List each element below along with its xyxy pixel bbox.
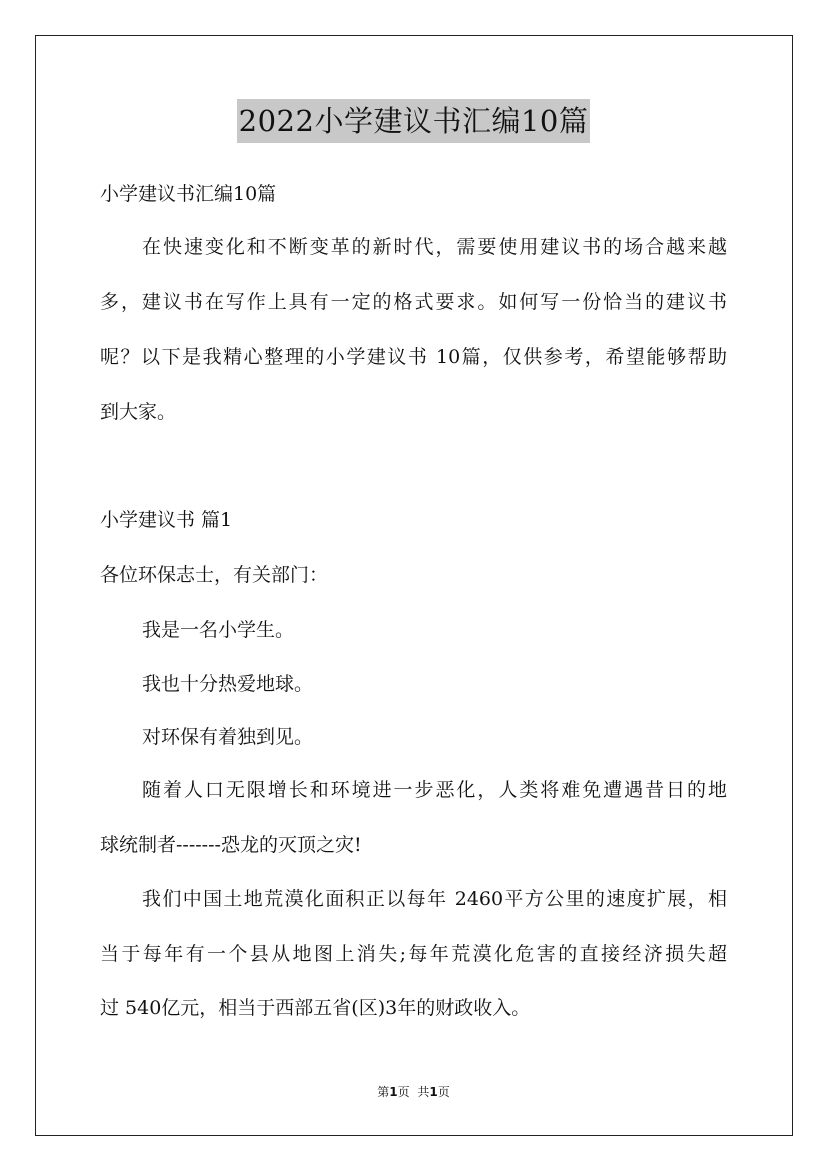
paragraph-4-line-1: 随着人口无限增长和环境进一步恶化，人类将难免遭遇昔日的地 bbox=[142, 779, 727, 801]
footer-page-prefix: 第 bbox=[377, 1085, 390, 1099]
paragraph-1: 我是一名小学生。 bbox=[142, 619, 295, 641]
document-title: 2022小学建议书汇编10篇 bbox=[237, 99, 591, 143]
salutation: 各位环保志士，有关部门： bbox=[100, 564, 329, 586]
section-heading: 小学建议书 篇1 bbox=[100, 509, 233, 531]
intro-line-4: 到大家。 bbox=[100, 401, 177, 423]
paragraph-5-line-2: 当于每年有一个县从地图上消失;每年荒漠化危害的直接经济损失超 bbox=[100, 943, 727, 965]
document-subtitle: 小学建议书汇编10篇 bbox=[100, 183, 277, 205]
page-footer bbox=[0, 1084, 827, 1100]
footer-page-number: 1 bbox=[389, 1085, 398, 1099]
intro-line-1: 在快速变化和不断变革的新时代，需要使用建议书的场合越来越 bbox=[142, 236, 727, 258]
paragraph-4-line-2: 球统制者-------恐龙的灭顶之灾! bbox=[100, 834, 362, 856]
paragraph-3: 对环保有着独到见。 bbox=[142, 726, 314, 748]
paragraph-5-line-1: 我们中国土地荒漠化面积正以每年 2460平方公里的速度扩展，相 bbox=[142, 888, 727, 910]
footer-total-suffix: 页 bbox=[437, 1085, 450, 1099]
footer-total-pages: 1 bbox=[429, 1085, 438, 1099]
footer-page-suffix: 页 bbox=[397, 1085, 410, 1099]
title-container bbox=[0, 99, 827, 143]
intro-line-2: 多，建议书在写作上具有一定的格式要求。如何写一份恰当的建议书 bbox=[100, 291, 727, 313]
paragraph-2: 我也十分热爱地球。 bbox=[142, 673, 314, 695]
footer-total-prefix: 共 bbox=[417, 1085, 430, 1099]
paragraph-5-line-3: 过 540亿元，相当于西部五省(区)3年的财政收入。 bbox=[100, 997, 531, 1019]
intro-line-3: 呢？以下是我精心整理的小学建议书 10篇，仅供参考，希望能够帮助 bbox=[100, 346, 727, 368]
